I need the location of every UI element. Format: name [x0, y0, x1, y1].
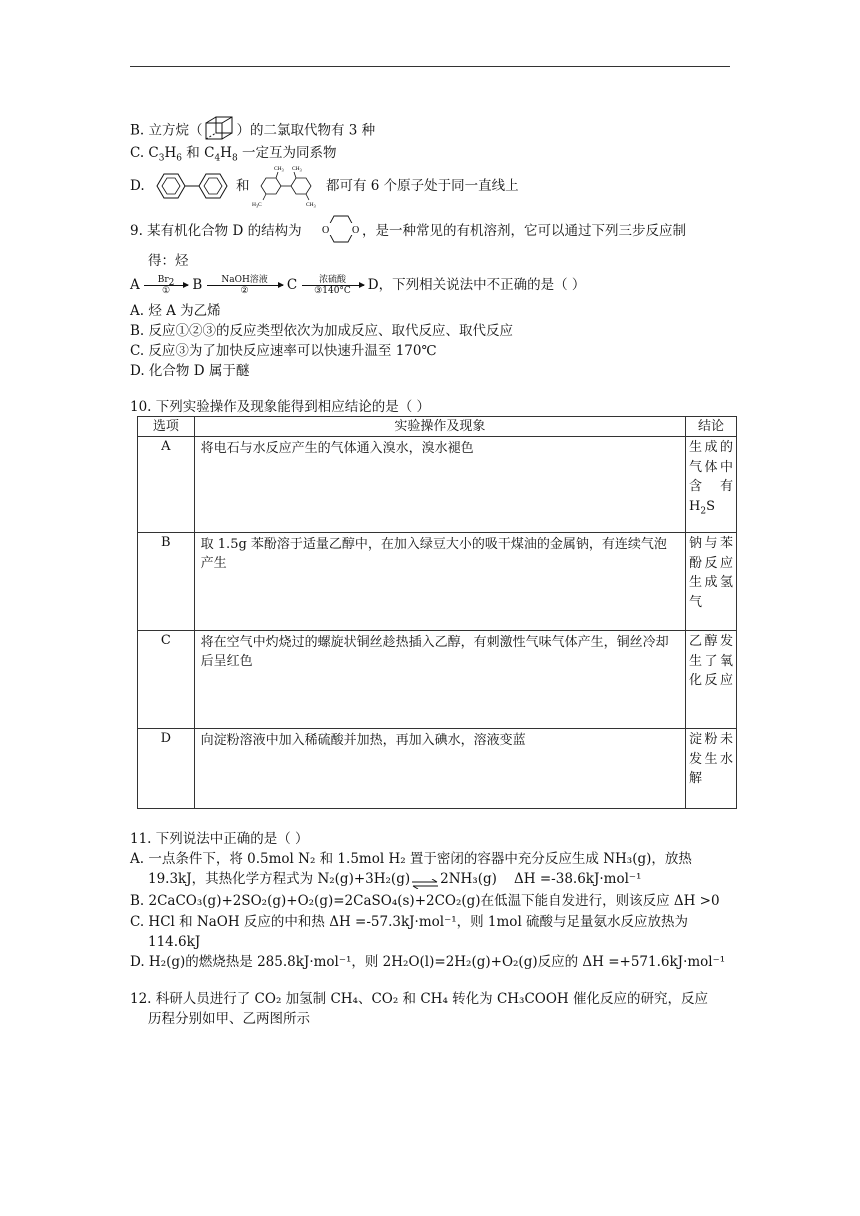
- biphenyl-structure-icon: [152, 168, 236, 208]
- row-option: B: [138, 533, 195, 631]
- row-conclusion: 乙醇发生了氧化反应: [686, 631, 737, 729]
- header-rule: [130, 66, 730, 67]
- q11-option-d: D. H₂(g)的燃烧热是 285.8kJ·mol⁻¹，则 2H₂O(l)=2H₂(g)+O₂(g)反应的 ΔH =+571.6kJ·mol⁻¹: [130, 954, 726, 970]
- svg-text:O: O: [322, 225, 330, 236]
- reaction-arrow-3: 浓硫酸 ③140°C: [302, 275, 364, 296]
- q11-option-c-line2: 114.6kJ: [148, 934, 201, 950]
- q11-option-b: B. 2CaCO₃(g)+2SO₂(g)+O₂(g)=2CaSO₄(s)+2CO₂(g)在低温下能自发进行，则该反应 ΔH >0: [130, 893, 720, 909]
- q8-option-c: C. $C_3H_6$ 和 $C_4H_8$ 一定互为同系物: [130, 145, 337, 164]
- q11-option-a-line1: A. 一点条件下，将 0.5mol N₂ 和 1.5mol H₂ 置于密闭的容器中充分反应生成 NH₃(g)，放热: [130, 851, 692, 867]
- row-conclusion: 钠与苯酚反应生成氢气: [686, 533, 737, 631]
- q8-option-b: B. 立方烷（ ）的二氯取代物有 3 种: [130, 114, 375, 148]
- row-option: A: [138, 437, 195, 533]
- svg-text:CH3: $CH_3$: [306, 202, 316, 209]
- row-conclusion: 淀粉未发生水解: [686, 729, 737, 809]
- row-conclusion: 生成的气体中含有 $H_2S$: [686, 437, 737, 533]
- row-operation: 将电石与水反应产生的气体通入溴水，溴水褪色: [194, 437, 685, 533]
- equilibrium-arrow-icon: [410, 875, 440, 885]
- q9-option-c: C. 反应③为了加快反应速率可以快速升温至 170℃: [130, 343, 437, 359]
- q9-stem-line2: 得：烃: [148, 253, 189, 269]
- svg-text:O: O: [352, 225, 360, 236]
- q11-option-c-line1: C. HCl 和 NaOH 反应的中和热 ΔH =-57.3kJ·mol⁻¹，则 1mol 硫酸与足量氨水反应放热为: [130, 914, 689, 930]
- header-option: 选项: [138, 417, 195, 437]
- row-option: D: [138, 729, 195, 809]
- header-operation: 实验操作及现象: [194, 417, 685, 437]
- row-option: C: [138, 631, 195, 729]
- q10-table: [137, 416, 737, 809]
- q12-stem-line1: 12. 科研人员进行了 CO₂ 加氢制 CH₄、CO₂ 和 CH₄ 转化为 CH₃COOH 催化反应的研究，反应: [130, 991, 708, 1007]
- tetramethylbiphenyl-structure-icon: [252, 160, 324, 214]
- dioxane-structure-icon: [320, 212, 362, 250]
- table-header-row: [138, 417, 737, 437]
- table-row: [138, 631, 737, 729]
- q12-stem-line2: 历程分别如甲、乙两图所示: [148, 1011, 310, 1027]
- table-row: [138, 533, 737, 631]
- row-operation: 将在空气中灼烧过的螺旋状铜丝趁热插入乙醇，有刺激性气味气体产生，铜丝冷却后呈红色: [194, 631, 685, 729]
- q9-reaction-scheme: A $Br_2$ ① B NaOH溶液 ② C 浓硫酸 ③140°C D，下列相关说法中不正确的是（ ）: [130, 275, 586, 296]
- q9-option-d: D. 化合物 D 属于醚: [130, 363, 250, 379]
- q9-option-b: B. 反应①②③的反应类型依次为加成反应、取代反应、取代反应: [130, 323, 514, 339]
- reaction-arrow-2: NaOH溶液 ②: [207, 275, 283, 296]
- q9-option-a: A. 烃 A 为乙烯: [130, 303, 221, 319]
- row-operation: 向淀粉溶液中加入稀硫酸并加热，再加入碘水，溶液变蓝: [194, 729, 685, 809]
- q8-option-d: D.: [130, 178, 145, 194]
- svg-text:CH3: $CH_3$: [292, 166, 302, 173]
- table-row: [138, 729, 737, 809]
- reaction-arrow-1: $Br_2$ ①: [144, 275, 188, 296]
- q8-option-d-tail: 都可有 6 个原子处于同一直线上: [326, 178, 519, 194]
- q10-stem: 10. 下列实验操作及现象能得到相应结论的是（ ）: [130, 399, 431, 415]
- header-conclusion: 结论: [686, 417, 737, 437]
- q11-stem: 11. 下列说法中正确的是（ ）: [130, 831, 309, 847]
- svg-text:H3C: $H_3C$: [252, 202, 262, 209]
- q9-stem-line1: 9. 某有机化合物 D 的结构为: [130, 223, 302, 239]
- q9-stem-line1-tail: ，是一种常见的有机溶剂，它可以通过下列三步反应制: [362, 223, 686, 239]
- q8-option-d-and: 和: [236, 178, 250, 194]
- q11-option-a-line2: 19.3kJ，其热化学方程式为 N₂(g)+3H₂(g) 2NH₃(g) ΔH =-38.6kJ·mol⁻¹: [148, 871, 642, 887]
- svg-text:CH3: $CH_3$: [274, 166, 284, 173]
- table-row: [138, 437, 737, 533]
- row-operation: 取 1.5g 苯酚溶于适量乙醇中，在加入绿豆大小的吸干煤油的金属钠，有连续气泡产生: [194, 533, 685, 631]
